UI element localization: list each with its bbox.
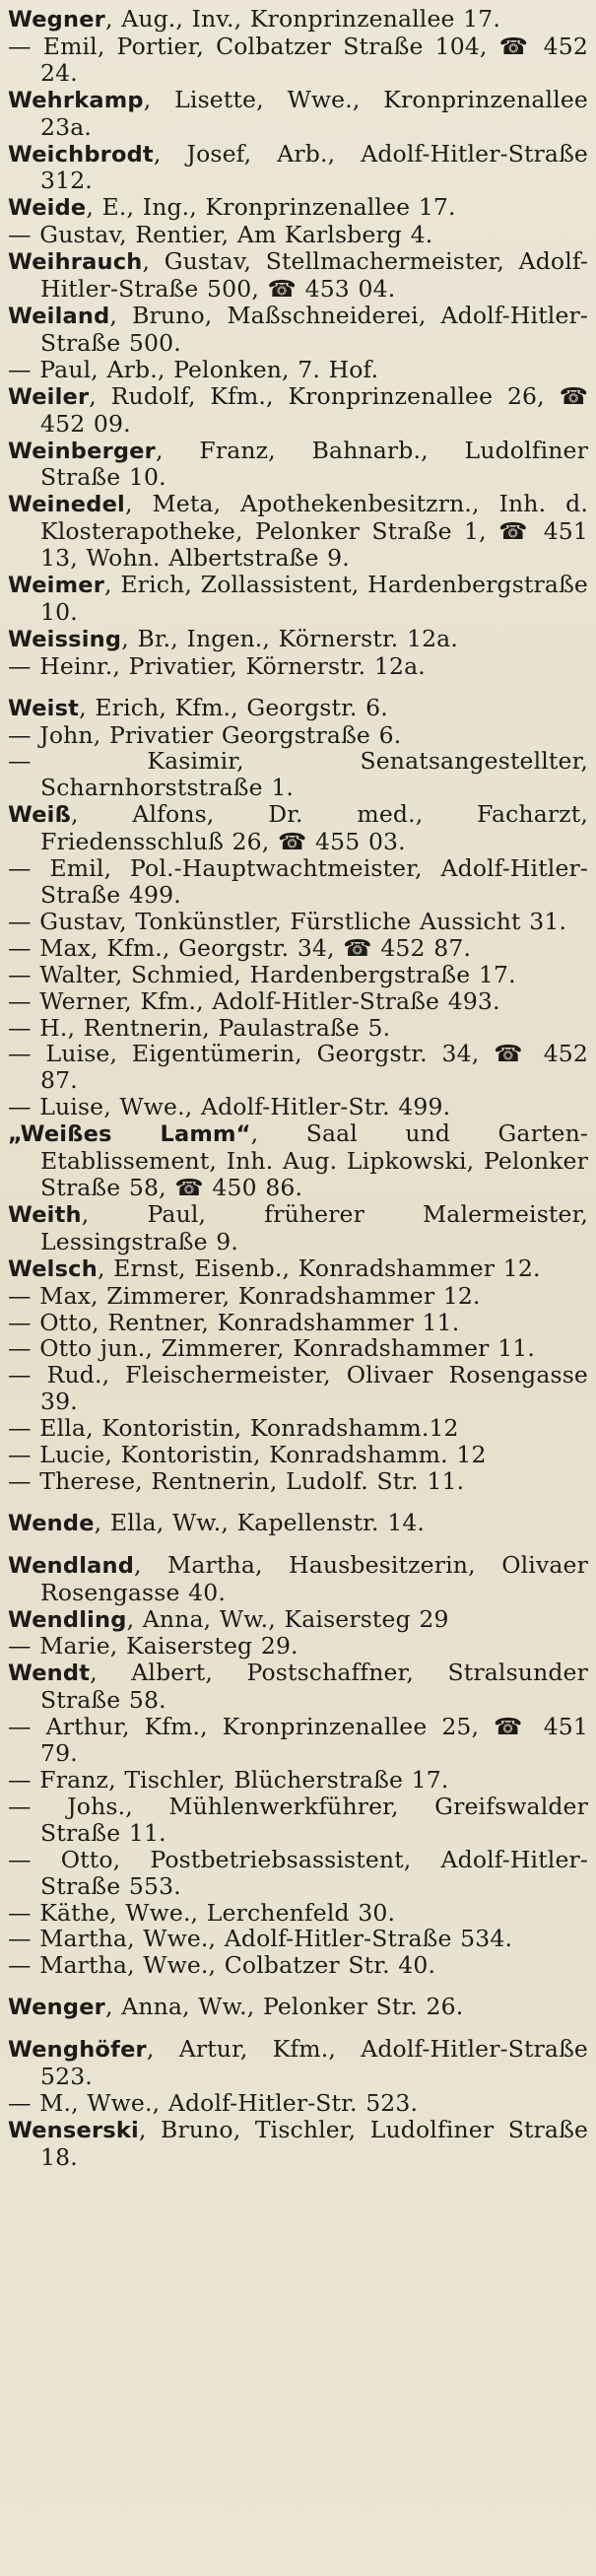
entry-details: , Artur, Kfm., Adolf-Hitler-Straße 523. — [40, 2035, 588, 2091]
directory-entry — [8, 988, 588, 1015]
directory-entry — [8, 1255, 588, 1283]
entry-details: — Emil, Pol.-Hauptwachtmeister, Adolf-Hitler-Straße 499. — [8, 854, 588, 909]
entry-details: , Bruno, Tischler, Ludolfiner Straße 18. — [40, 2115, 588, 2171]
directory-entry — [8, 1606, 588, 1634]
directory-entry — [8, 1900, 588, 1927]
entry-surname: Wende — [8, 1510, 95, 1536]
directory-entry — [8, 1994, 588, 2021]
entry-details: , Erich, Zollassistent, Hardenbergstraße 10. — [40, 571, 588, 626]
directory-entry — [8, 2090, 588, 2117]
entry-surname: Weiler — [8, 383, 90, 410]
entry-surname: Wenserski — [8, 2117, 139, 2143]
entry-surname: Weinedel — [8, 492, 125, 518]
directory-entry — [8, 695, 588, 722]
directory-entry — [8, 1794, 588, 1847]
entry-details: — Max, Zimmerer, Konradshammer 12. — [8, 1281, 481, 1310]
entry-details: — Rud., Fleischermeister, Olivaer Rosengasse 39. — [8, 1361, 588, 1416]
entry-surname: Wenger — [8, 1995, 105, 2021]
entry-surname: Weith — [8, 1201, 82, 1228]
entry-details: — Emil, Portier, Colbatzer Straße 104, ☎ 452 24. — [8, 32, 588, 87]
entry-details: — Otto jun., Zimmerer, Konradshammer 11. — [8, 1334, 536, 1363]
entry-details: — Johs., Mühlenwerkführer, Greifswalder Straße 11. — [8, 1792, 588, 1847]
directory-entry — [8, 801, 588, 855]
entry-details: — Otto, Postbetriebsassistent, Adolf-Hitler-Straße 553. — [8, 1845, 588, 1900]
directory-entry — [8, 1468, 588, 1495]
entry-surname: Wendland — [8, 1552, 135, 1579]
directory-entry — [8, 34, 588, 87]
entry-details: — Lucie, Kontoristin, Konradshamm. 12 — [8, 1441, 487, 1469]
entry-details: — Franz, Tischler, Blücherstraße 17. — [8, 1766, 449, 1794]
entry-surname: Wehrkamp — [8, 87, 144, 113]
directory-entry — [8, 572, 588, 626]
entry-surname: Weinberger — [8, 438, 156, 464]
entry-details: — Max, Kfm., Georgstr. 34, ☎ 452 87. — [8, 933, 472, 962]
entry-details: — Heinr., Privatier, Körnerstr. 12a. — [8, 651, 426, 680]
directory-entry — [8, 87, 588, 141]
entry-details: — Käthe, Wwe., Lerchenfeld 30. — [8, 1898, 396, 1927]
directory-entry — [8, 1415, 588, 1442]
directory-entry — [8, 748, 588, 801]
directory-entry — [8, 194, 588, 222]
directory-entry — [8, 303, 588, 357]
entry-details: , Alfons, Dr. med., Facharzt, Friedensschluß 26, ☎ 455 03. — [40, 800, 588, 856]
entry-details: , Anna, Ww., Pelonker Str. 26. — [104, 1993, 464, 2021]
directory-entries — [8, 6, 588, 2171]
directory-entry — [8, 653, 588, 680]
directory-entry — [8, 1094, 588, 1120]
directory-entry — [8, 1041, 588, 1094]
entry-details: — Werner, Kfm., Adolf-Hitler-Straße 493. — [8, 986, 500, 1015]
entry-details: — Luise, Eigentümerin, Georgstr. 34, ☎ 452 87. — [8, 1040, 588, 1095]
directory-entry — [8, 491, 588, 572]
directory-entry — [8, 1552, 588, 1606]
entry-details: , Josef, Arb., Adolf-Hitler-Straße 312. — [40, 139, 588, 195]
entry-surname: Weide — [8, 195, 87, 222]
entry-details: , Ernst, Eisenb., Konradshammer 12. — [97, 1254, 541, 1282]
directory-entry — [8, 909, 588, 935]
entry-details: , Albert, Postschaffner, Stralsunder Straße 58. — [40, 1659, 588, 1715]
directory-entry — [8, 1335, 588, 1362]
entry-surname: Weist — [8, 695, 80, 721]
entry-surname: Weichbrodt — [8, 141, 154, 168]
directory-entry — [8, 1847, 588, 1900]
entry-details: — Ella, Kontoristin, Konradshamm.12 — [8, 1414, 459, 1443]
directory-entry — [8, 722, 588, 749]
entry-details: , Anna, Ww., Kaisersteg 29 — [126, 1604, 449, 1633]
entry-details: — Gustav, Tonkünstler, Fürstliche Aussicht 31. — [8, 907, 567, 935]
directory-entry — [8, 1310, 588, 1336]
directory-entry — [8, 1633, 588, 1660]
entry-details: — John, Privatier Georgstraße 6. — [8, 720, 402, 749]
directory-entry — [8, 1714, 588, 1767]
directory-entry — [8, 1201, 588, 1255]
entry-surname: Weiß — [8, 802, 71, 829]
entry-details: — H., Rentnerin, Paulastraße 5. — [8, 1013, 391, 1042]
directory-entry — [8, 1120, 588, 1201]
entry-surname: Wegner — [8, 7, 105, 33]
directory-entry — [8, 383, 588, 438]
entry-details: , Paul, früherer Malermeister, Lessingstraße 9. — [40, 1199, 588, 1255]
directory-entry — [8, 1510, 588, 1537]
entry-details: , Erich, Kfm., Georgstr. 6. — [79, 693, 388, 721]
directory-entry — [8, 1767, 588, 1794]
directory-entry — [8, 438, 588, 492]
entry-details: — Therese, Rentnerin, Ludolf. Str. 11. — [8, 1466, 465, 1495]
entry-details: — Martha, Wwe., Adolf-Hitler-Straße 534. — [8, 1925, 513, 1953]
entry-surname: Weimer — [8, 573, 104, 599]
entry-details: , Saal und Garten-Etablissement, Inh. Aug. Lipkowski, Pelonker Straße 58, ☎ 450 86. — [40, 1119, 588, 1201]
entry-details: , Meta, Apothekenbesitzrn., Inh. d. Klosterapotheke, Pelonker Straße 1, ☎ 451 13, Wohn. Albertstraße 9. — [40, 490, 588, 573]
entry-surname: Wendt — [8, 1661, 91, 1687]
directory-entry — [8, 2117, 588, 2171]
entry-surname: Weiland — [8, 303, 110, 329]
entry-details: , Bruno, Maßschneiderei, Adolf-Hitler-Straße 500. — [40, 301, 588, 357]
directory-entry — [8, 141, 588, 195]
directory-entry — [8, 248, 588, 303]
entry-details: — Marie, Kaisersteg 29. — [8, 1632, 298, 1661]
directory-entry — [8, 357, 588, 383]
entry-details: , Lisette, Wwe., Kronprinzenallee 23a. — [40, 85, 588, 141]
directory-entry — [8, 1660, 588, 1714]
directory-entry — [8, 1283, 588, 1310]
directory-entry — [8, 1442, 588, 1468]
entry-surname: Wendling — [8, 1606, 127, 1633]
directory-entry — [8, 626, 588, 653]
entry-details: — Luise, Wwe., Adolf-Hitler-Str. 499. — [8, 1093, 451, 1121]
entry-details: — Arthur, Kfm., Kronprinzenallee 25, ☎ 451 79. — [8, 1713, 588, 1768]
entry-surname: Welsch — [8, 1255, 98, 1282]
entry-details: , Aug., Inv., Kronprinzenallee 17. — [104, 5, 501, 33]
directory-entry — [8, 962, 588, 988]
entry-details: , Franz, Bahnarb., Ludolfiner Straße 10. — [40, 436, 588, 492]
entry-details: — Walter, Schmied, Hardenbergstraße 17. — [8, 960, 516, 988]
directory-entry — [8, 222, 588, 248]
entry-surname: Wenghöfer — [8, 2037, 147, 2064]
entry-details: — Kasimir, Senatsangestellter, Scharnhorststraße 1. — [8, 747, 588, 802]
entry-details: , Rudolf, Kfm., Kronprinzenallee 26, ☎ 452 09. — [40, 381, 588, 438]
entry-details: , Ella, Ww., Kapellenstr. 14. — [94, 1508, 426, 1536]
entry-surname: Weissing — [8, 626, 122, 652]
entry-details: — Paul, Arb., Pelonken, 7. Hof. — [8, 355, 379, 383]
entry-details: , Martha, Hausbesitzerin, Olivaer Rosengasse 40. — [40, 1550, 588, 1606]
directory-entry — [8, 1952, 588, 1979]
directory-entry — [8, 1926, 588, 1952]
entry-details: , E., Ing., Kronprinzenallee 17. — [86, 193, 456, 222]
entry-details: — Gustav, Rentier, Am Karlsberg 4. — [8, 221, 433, 249]
directory-entry — [8, 2036, 588, 2090]
entry-details: — M., Wwe., Adolf-Hitler-Str. 523. — [8, 2088, 419, 2117]
entry-details: , Gustav, Stellmachermeister, Adolf-Hitler-Straße 500, ☎ 453 04. — [40, 247, 588, 304]
entry-details: — Otto, Rentner, Konradshammer 11. — [8, 1308, 460, 1336]
directory-entry — [8, 935, 588, 962]
entry-details: — Martha, Wwe., Colbatzer Str. 40. — [8, 1951, 436, 1980]
entry-surname: „Weißes Lamm“ — [8, 1121, 251, 1148]
entry-details: , Br., Ingen., Körnerstr. 12a. — [121, 624, 458, 652]
directory-entry — [8, 6, 588, 34]
directory-entry — [8, 855, 588, 909]
directory-entry — [8, 1015, 588, 1042]
entry-surname: Weihrauch — [8, 249, 143, 276]
directory-entry — [8, 1362, 588, 1415]
